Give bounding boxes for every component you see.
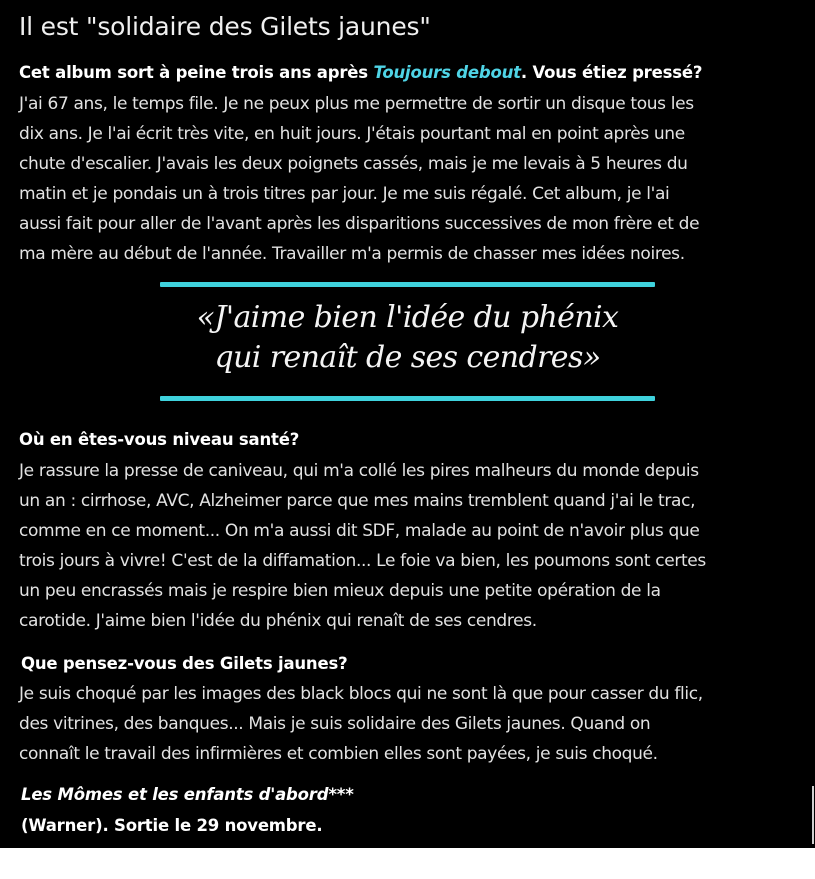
pullquote-bottom-rule	[160, 396, 655, 401]
answer-line: trois jours à vivre! C'est de la diffamation... Le foie va bien, les poumons sont certes	[19, 551, 706, 571]
answer-line: des vitrines, des banques... Mais je suis solidaire des Gilets jaunes. Quand on	[19, 714, 651, 734]
answer-line: aussi fait pour aller de l'avant après les disparitions successives de mon frère et de	[19, 214, 700, 234]
question-health: Où en êtes-vous niveau santé?	[19, 430, 300, 449]
question-album-text: Cet album sort à peine trois ans après	[19, 63, 374, 82]
answer-album	[19, 89, 809, 269]
answer-line: un an : cirrhose, AVC, Alzheimer parce que mes mains tremblent quand j'ai le trac,	[19, 491, 696, 511]
article-headline: Il est "solidaire des Gilets jaunes"	[19, 12, 431, 41]
answer-health	[19, 456, 809, 636]
answer-line: dix ans. Je l'ai écrit très vite, en huit jours. J'étais pourtant mal en point après une	[19, 124, 685, 144]
album-name: Les Mômes et les enfants d'abord	[21, 785, 329, 804]
answer-line: Je rassure la presse de caniveau, qui m'a collé les pires malheurs du monde depuis	[19, 461, 699, 481]
question-gilets-jaunes: Que pensez-vous des Gilets jaunes?	[21, 654, 348, 673]
question-album	[19, 63, 702, 82]
bottom-margin	[0, 848, 815, 879]
answer-line: comme en ce moment... On m'a aussi dit SDF, malade au point de n'avoir plus que	[19, 521, 700, 541]
answer-gilets-jaunes	[19, 679, 809, 769]
answer-line: un peu encrassés mais je respire bien mieux depuis une petite opération de la	[19, 581, 661, 601]
answer-line: matin et je pondais un à trois titres par jour. Je me suis régalé. Cet album, je l'ai	[19, 184, 670, 204]
answer-line: ma mère au début de l'année. Travailler m'a permis de chasser mes idées noires.	[19, 244, 685, 264]
question-album-end: . Vous étiez pressé?	[520, 63, 703, 82]
album-release-details: (Warner). Sortie le 29 novembre.	[21, 816, 323, 835]
pullquote	[120, 298, 695, 378]
album-rating: ***	[328, 785, 354, 804]
answer-line: chute d'escalier. J'avais les deux poignets cassés, mais je me levais à 5 heures du	[19, 154, 688, 174]
answer-line: J'ai 67 ans, le temps file. Je ne peux plus me permettre de sortir un disque tous les	[19, 94, 694, 114]
answer-line: Je suis choqué par les images des black blocs qui ne sont là que pour casser du flic,	[19, 684, 703, 704]
answer-line: carotide. J'aime bien l'idée du phénix qui renaît de ses cendres.	[19, 611, 537, 631]
pullquote-line: «J'aime bien l'idée du phénix	[196, 300, 619, 335]
album-credit	[21, 785, 354, 804]
pullquote-top-rule	[160, 282, 655, 287]
answer-line: connaît le travail des infirmières et combien elles sont payées, je suis choqué.	[19, 744, 658, 764]
album-title-highlight: Toujours debout	[373, 63, 521, 82]
pullquote-line: qui renaît de ses cendres»	[214, 340, 601, 375]
edge-divider	[812, 786, 814, 844]
